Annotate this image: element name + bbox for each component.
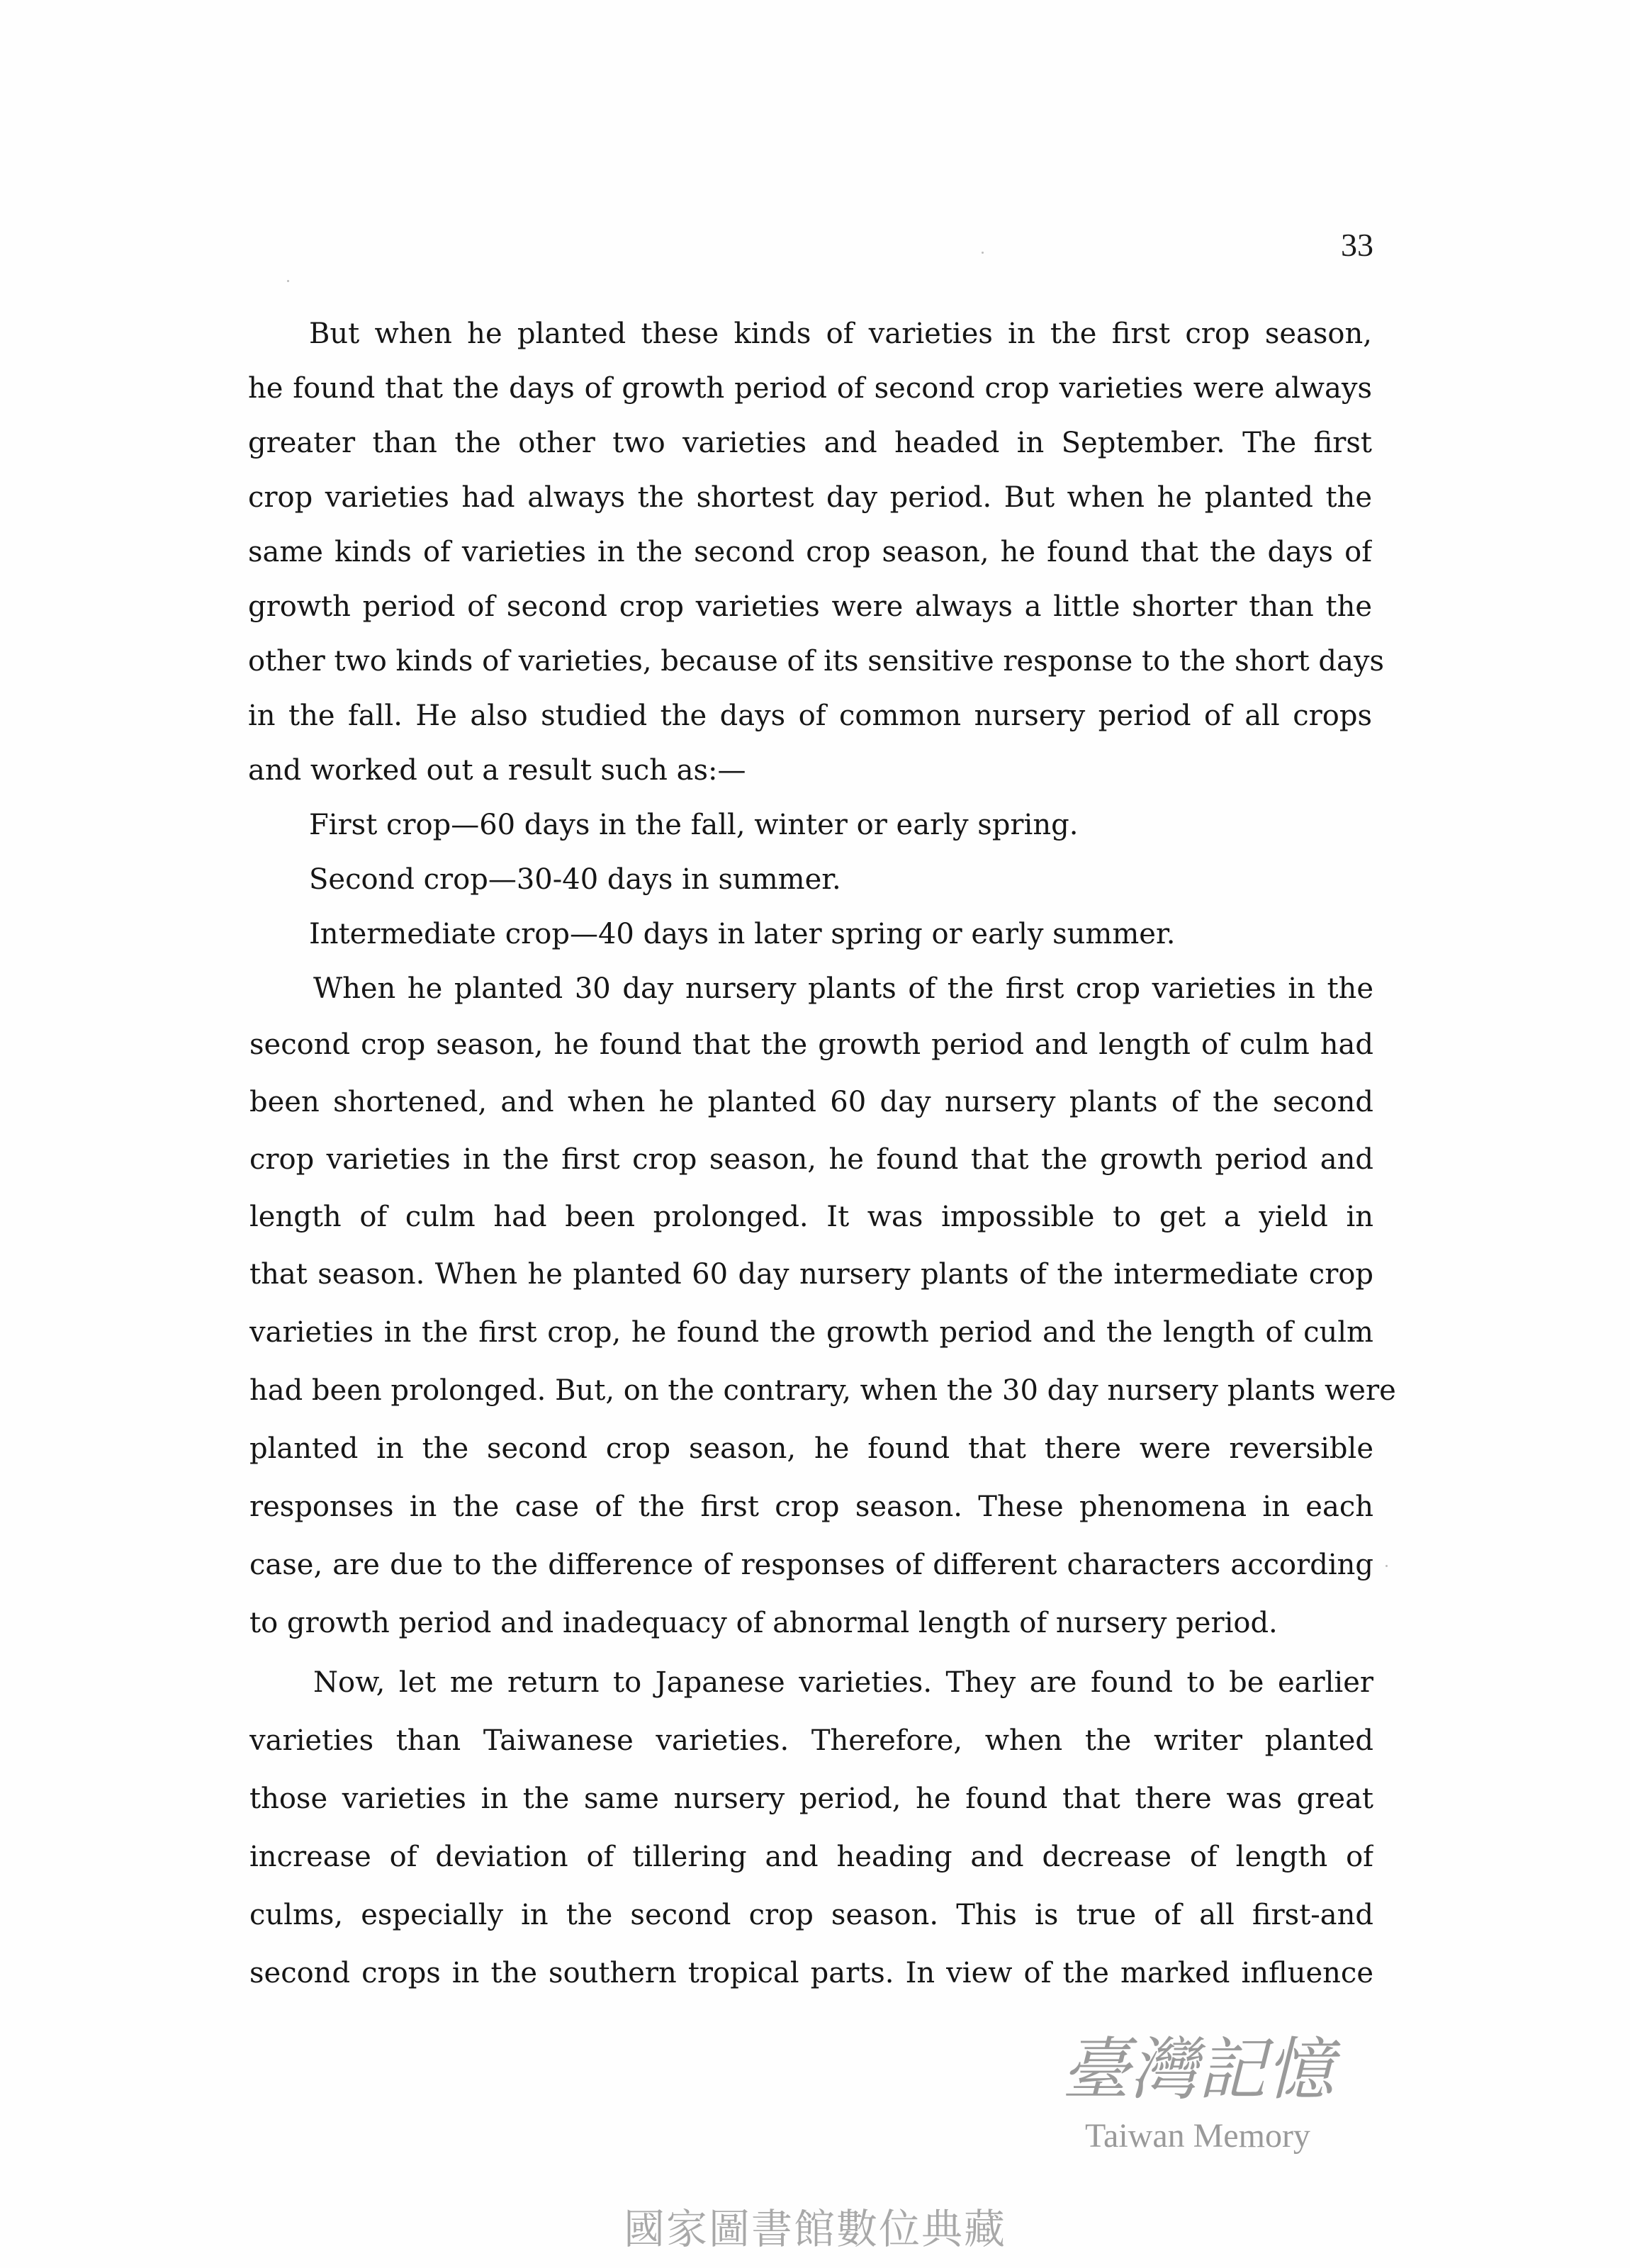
list-item: First crop—60 days in the fall, winter or early spring. [309,809,1079,841]
text-line: case, are due to the difference of responses of different characters according [249,1549,1373,1581]
text-line: planted in the second crop season, he found that there were reversible [249,1432,1373,1465]
page-number: 33 [1341,227,1373,263]
text-line: Now, let me return to Japanese varieties. They are found to be earlier [313,1666,1373,1699]
text-line: responses in the case of the first crop season. These phenomena in each [249,1491,1373,1523]
text-line: other two kinds of varieties, because of its sensitive response to the short days [248,645,1384,678]
scan-speck [287,280,289,282]
taiwan-memory-watermark-text: Taiwan Memory [1085,2117,1310,2155]
text-line: crop varieties had always the shortest day period. But when he planted the [248,481,1372,514]
text-line: and worked out a result such as:— [248,754,746,787]
scan-speck [1386,1565,1388,1567]
text-line: he found that the days of growth period of second crop varieties were always [248,372,1372,405]
text-line: those varieties in the same nursery period, he found that there was great [249,1783,1373,1815]
text-line: second crop season, he found that the growth period and length of culm had [249,1028,1373,1061]
list-item: Second crop—30-40 days in summer. [309,863,841,896]
text-line: been shortened, and when he planted 60 day nursery plants of the second [249,1086,1373,1118]
taiwan-memory-watermark [1028,2027,1368,2169]
text-line: that season. When he planted 60 day nursery plants of the intermediate crop [249,1258,1373,1291]
text-line: in the fall. He also studied the days of common nursery period of all crops [248,700,1372,732]
text-line: But when he planted these kinds of varieties in the first crop season, [309,318,1372,350]
text-line: crop varieties in the first crop season, he found that the growth period and [249,1143,1373,1176]
text-line: When he planted 30 day nursery plants of the first crop varieties in the [313,972,1373,1005]
list-item: Intermediate crop—40 days in later spring or early summer. [309,918,1176,950]
text-line: varieties in the first crop, he found the growth period and the length of culm [249,1316,1373,1349]
text-line: length of culm had been prolonged. It was impossible to get a yield in [249,1201,1373,1233]
taiwan-memory-watermark-calligraphy: 臺灣記憶 [1062,2030,1334,2109]
scan-speck [982,252,984,254]
text-line: growth period of second crop varieties were always a little shorter than the [248,590,1372,623]
national-library-collection-mark: 國家圖書館數位典藏 [623,2205,1006,2253]
text-line: second crops in the southern tropical parts. In view of the marked influence [249,1957,1373,1989]
text-line: same kinds of varieties in the second crop season, he found that the days of [248,536,1372,568]
text-line: had been prolonged. But, on the contrary, when the 30 day nursery plants were [249,1374,1396,1407]
text-line: increase of deviation of tillering and heading and decrease of length of [249,1841,1373,1873]
text-line: varieties than Taiwanese varieties. Therefore, when the writer planted [249,1724,1373,1757]
text-line: to growth period and inadequacy of abnormal length of nursery period. [249,1607,1278,1639]
text-line: greater than the other two varieties and headed in September. The first [248,427,1372,459]
text-line: culms, especially in the second crop season. This is true of all first-and [249,1899,1373,1931]
